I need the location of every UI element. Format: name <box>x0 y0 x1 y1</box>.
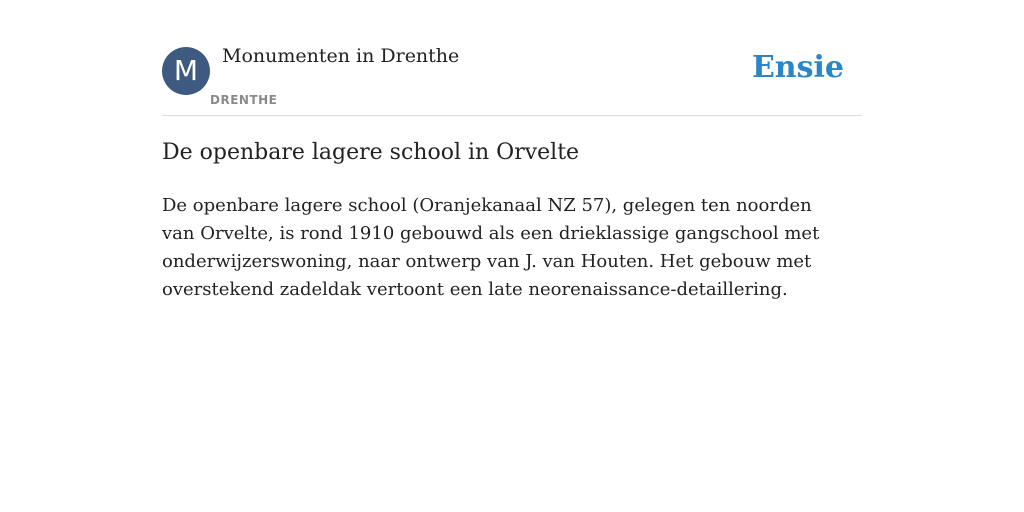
article-body: De openbare lagere school (Oranjekanaal NZ 57), gelegen ten noorden van Orvelte, is rond 1910 gebouwd als een drieklassige gangschool met onderwijzerswoning, naar ontwerp van J. van Houten. Het gebouw met overstekend zadeldak vertoont een late neorenaissance-detaillering. <box>162 195 820 300</box>
entry-card <box>162 0 862 300</box>
avatar[interactable]: M <box>162 47 210 95</box>
brand-logo[interactable]: Ensie <box>751 50 844 85</box>
article-title: De openbare lagere school in Orvelte <box>162 140 580 165</box>
entry-header <box>162 0 862 116</box>
category-label[interactable]: DRENTHE <box>210 93 278 107</box>
book-title-link[interactable]: Monumenten in Drenthe <box>222 45 460 67</box>
